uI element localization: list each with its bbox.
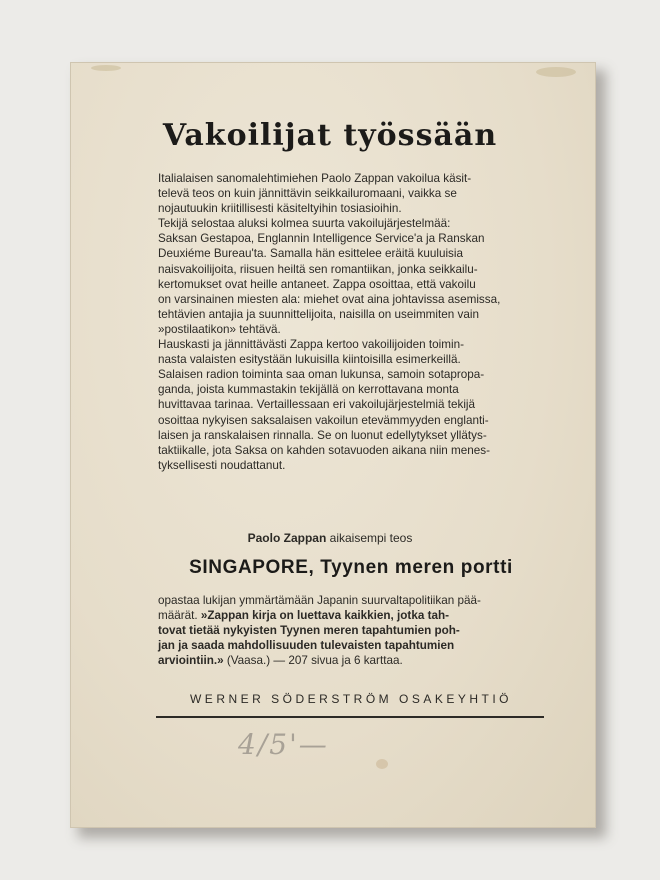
text-line: Hauskasti ja jännittävästi Zappa kertoo vakoilijoiden toimin- bbox=[158, 338, 464, 352]
handwritten-price: 4/5'— bbox=[238, 728, 329, 761]
text-line: määrät. »Zappan kirja on luettava kaikkien, jotka tah- bbox=[158, 609, 449, 623]
book-title: Vakoilijat työssään bbox=[162, 118, 498, 153]
text-line: taktiikalle, jota Saksa on kahden sotavuoden aikana niin menes- bbox=[158, 443, 491, 457]
text-line: laisen ja ranskalaisen rinnalla. Se on luonut edellytykset yllätys- bbox=[158, 428, 487, 442]
divider-rule bbox=[156, 716, 544, 718]
text-line: Italialaisen sanomalehtimiehen Paolo Zappan vakoilua käsit- bbox=[158, 172, 472, 185]
text-line: nojautuukin kriitillisesti käsiteltyihin tosiasioihin. bbox=[158, 202, 402, 216]
text-line: Saksan Gestapoa, Englannin Intelligence Service'a ja Ranskan bbox=[158, 232, 485, 246]
other-book-description bbox=[158, 593, 544, 668]
text-line: Salaisen radion toiminta saa oman lukunsa, samoin sotapropa- bbox=[158, 368, 485, 382]
text-line: opastaa lukijan ymmärtämään Japanin suurvaltapolitiikan pää- bbox=[158, 594, 481, 607]
text-line: ganda, joista kummastakin tekijällä on kerrottavana monta bbox=[158, 383, 459, 397]
other-book-title: SINGAPORE, Tyynen meren portti bbox=[189, 557, 513, 578]
text-line: tehtävien antajia ja suunnittelijoita, naisilla on useimmiten vain bbox=[158, 307, 479, 321]
text-line: televä teos on kuin jännittävin seikkailuromaani, vaikka se bbox=[158, 187, 457, 201]
text-line: tovat tietää nykyisten Tyynen meren tapahtumien poh- bbox=[158, 624, 460, 638]
author-line bbox=[0, 531, 660, 545]
text-line: jan ja saada mahdollisuuden tulevaisten tapahtumien bbox=[158, 639, 455, 653]
text-line: »postilaatikon» tehtävä. bbox=[158, 322, 281, 336]
text-line: Tekijä selostaa aluksi kolmea suurta vakoilujärjestelmää: bbox=[158, 217, 451, 231]
text-line: huvittavaa tarinaa. Vertaillessaan eri vakoilujärjestelmiä tekijä bbox=[158, 398, 476, 412]
text-line: osoittaa nykyisen saksalaisen vakoilun etevämmyyden englanti- bbox=[158, 413, 489, 427]
author-name: Paolo Zappan bbox=[247, 531, 327, 545]
publisher: WERNER SÖDERSTRÖM OSAKEYHTIÖ bbox=[189, 692, 513, 706]
author-suffix: aikaisempi teos bbox=[326, 531, 413, 545]
text-line: on varsinainen miesten ala: miehet ovat aina johtavissa asemissa, bbox=[158, 292, 501, 306]
text-line: tyksellisesti noudattanut. bbox=[158, 458, 286, 472]
description bbox=[158, 171, 544, 473]
text-line: arviointiin.» (Vaasa.) — 207 sivua ja 6 karttaa. bbox=[158, 654, 403, 668]
text-line: Deuxiéme Bureau'ta. Samalla hän esittelee eräitä kuuluisia bbox=[158, 247, 463, 261]
text-line: kertomukset ovat heille antaneet. Zappa osoittaa, että vakoilu bbox=[158, 277, 476, 291]
text-line: naisvakoilijoita, riisuen heiltä sen romantiikan, jonka seikkailu- bbox=[158, 262, 478, 276]
text-line: nasta valaisten esitystään lukuisilla kiintoisilla esimerkeillä. bbox=[158, 353, 461, 367]
